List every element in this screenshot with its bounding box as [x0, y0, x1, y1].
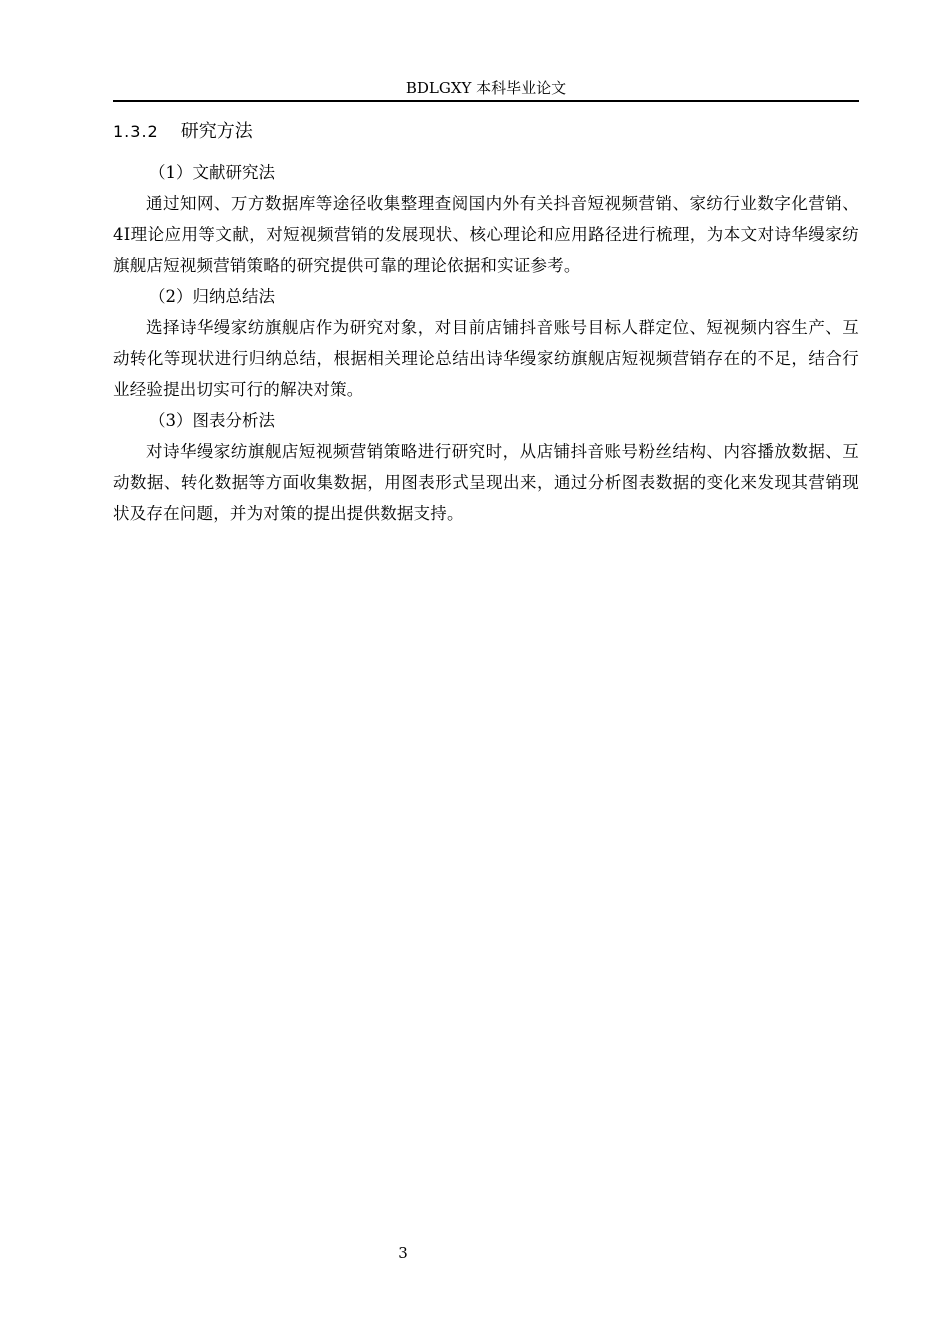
section-number: 1.3.2	[113, 122, 159, 141]
page-number: 3	[398, 1244, 408, 1262]
method-paragraph-induction: 选择诗华缦家纺旗舰店作为研究对象，对目前店铺抖音账号目标人群定位、短视频内容生产、互动转化等现状进行归纳总结，根据相关理论总结出诗华缦家纺旗舰店短视频营销存在的不足，结合行业经验提出切实可行的解决对策。	[113, 318, 859, 399]
method-label-induction: （2）归纳总结法	[149, 287, 275, 306]
section-heading	[113, 119, 859, 145]
section-title: 研究方法	[180, 121, 253, 142]
method-paragraph-literature: 通过知网、万方数据库等途径收集整理查阅国内外有关抖音短视频营销、家纺行业数字化营销、4I理论应用等文献，对短视频营销的发展现状、核心理论和应用路径进行梳理，为本文对诗华缦家纺旗舰店短视频营销策略的研究提供可靠的理论依据和实证参考。	[113, 194, 859, 275]
section-body	[113, 157, 859, 529]
header-rule	[113, 100, 859, 102]
method-label-chart-analysis: （3）图表分析法	[149, 411, 275, 430]
method-label-literature: （1）文献研究法	[149, 163, 275, 182]
method-paragraph-chart-analysis: 对诗华缦家纺旗舰店短视频营销策略进行研究时，从店铺抖音账号粉丝结构、内容播放数据、互动数据、转化数据等方面收集数据，用图表形式呈现出来，通过分析图表数据的变化来发现其营销现状及存在问题，并为对策的提出提供数据支持。	[113, 442, 859, 523]
running-header: BDLGXY 本科毕业论文	[405, 79, 567, 97]
